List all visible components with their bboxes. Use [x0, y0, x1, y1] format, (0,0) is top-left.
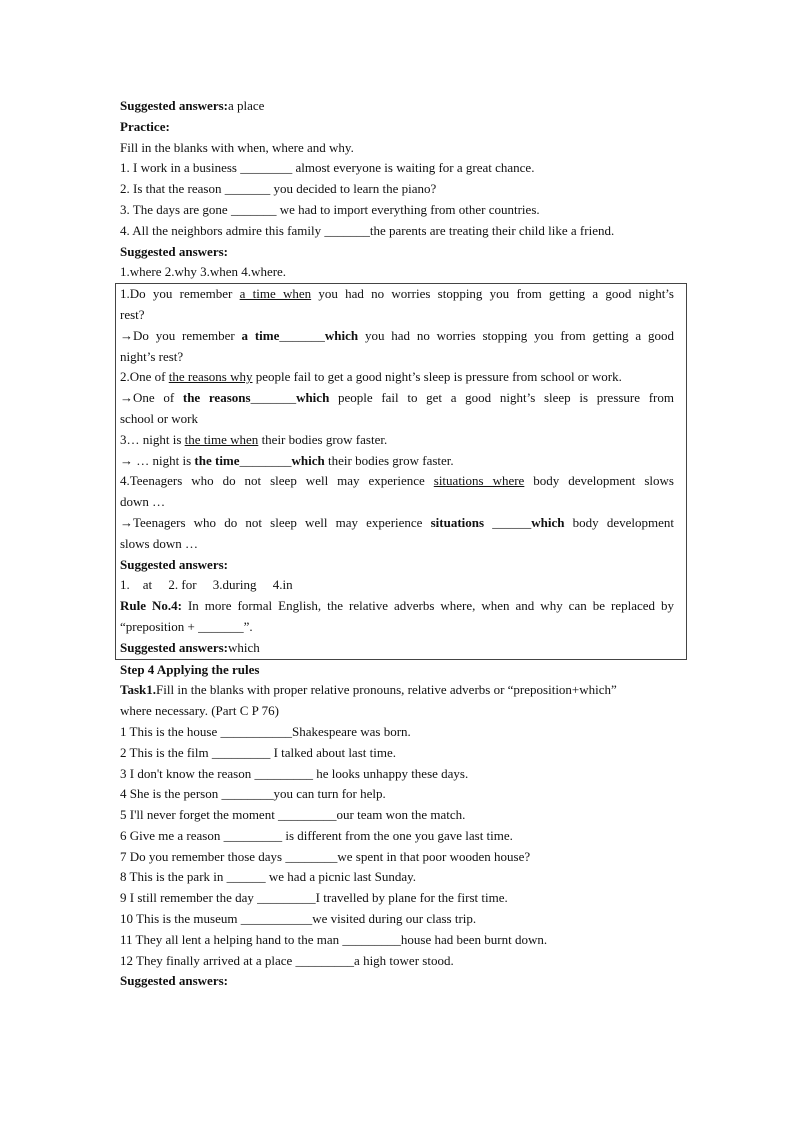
practice-item: 1. I work in a business ________ almost everyone is waiting for a great chance.: [120, 160, 535, 176]
underlined-phrase: the time when: [184, 431, 259, 447]
bold-phrase: which: [531, 514, 565, 530]
practice-item: 4. All the neighbors admire this family _______the parents are treating their child like a friend.: [120, 222, 615, 238]
bold-phrase: a time: [241, 327, 280, 343]
task-item: 8 This is the park in ______ we had a picnic last Sunday.: [120, 869, 417, 885]
text: →Teenagers who do not sleep well may experience: [120, 514, 431, 530]
practice-item: 2. Is that the reason _______ you decided to learn the piano?: [120, 181, 437, 197]
underlined-phrase: situations where: [433, 473, 525, 489]
text: 3… night is: [120, 431, 185, 447]
text: 4.Teenagers who do not sleep well may experience: [120, 473, 434, 489]
step4-title: Step 4 Applying the rules: [120, 661, 260, 677]
task-item: 2 This is the film _________ I talked about last time.: [120, 744, 396, 760]
example-3-original: [120, 430, 674, 451]
task-label: Task1.: [120, 682, 157, 698]
text: 1.Do you remember: [120, 286, 240, 302]
rule-text: In more formal English, the relative adverbs where, when and why can be replaced by: [181, 598, 675, 614]
text: you had no worries stopping you from getting a good: [358, 327, 674, 343]
answers-value: which: [227, 639, 260, 655]
example-2-rewrite-cont: school or work: [120, 410, 198, 426]
answers-label-2: Suggested answers:: [120, 243, 228, 259]
text: people fail to get a good night’s sleep is pressure from school or work.: [252, 369, 622, 385]
example-2-original: [120, 367, 674, 388]
suggested-answers-line: [120, 96, 675, 117]
task-item: 5 I'll never forget the moment _________our team won the match.: [120, 807, 466, 823]
example-1-original-cont: rest?: [120, 306, 145, 322]
task-item: 7 Do you remember those days ________we spent in that poor wooden house?: [120, 848, 531, 864]
text: people fail to get a good night’s sleep is pressure from: [329, 390, 674, 406]
example-4-original-cont: down …: [120, 494, 166, 510]
example-4-rewrite: [120, 513, 674, 534]
example-3-rewrite: [120, 451, 674, 472]
answers-label: Suggested answers:: [120, 639, 228, 655]
task-item: 6 Give me a reason _________ is different from the one you gave last time.: [120, 827, 513, 843]
text: body development: [564, 514, 674, 530]
text: their bodies grow faster.: [258, 431, 388, 447]
answers-value-2: 1.where 2.why 3.when 4.where.: [120, 264, 287, 280]
rule-line: [120, 596, 674, 617]
example-1-original: [120, 284, 674, 305]
box-answers-line-3: [120, 638, 674, 659]
practice-instruction: Fill in the blanks with when, where and why.: [120, 139, 354, 155]
answers-value: a place: [227, 98, 265, 113]
blank: _______: [279, 327, 325, 343]
practice-item: 3. The days are gone _______ we had to import everything from other countries.: [120, 201, 540, 217]
blank: ______: [484, 514, 532, 530]
text: →Do you remember: [120, 327, 242, 343]
bold-phrase: the reasons: [182, 390, 251, 406]
example-4-rewrite-cont: slows down …: [120, 535, 199, 551]
step4-answers-label: Suggested answers:: [120, 973, 228, 989]
task1-instruction: [120, 680, 675, 701]
task-text: Fill in the blanks with proper relative pronouns, relative adverbs or “preposition+which”: [156, 682, 617, 698]
bold-phrase: which: [324, 327, 359, 343]
example-4-original: [120, 471, 674, 492]
task-item: 1 This is the house ___________Shakespeare was born.: [120, 723, 411, 739]
example-1-rewrite: [120, 326, 674, 347]
box-answers-label: Suggested answers:: [120, 556, 228, 572]
task-item: 9 I still remember the day _________I travelled by plane for the first time.: [120, 890, 508, 906]
example-1-rewrite-cont: night’s rest?: [120, 348, 184, 364]
bold-phrase: situations: [430, 514, 485, 530]
underlined-phrase: a time when: [239, 286, 312, 302]
text: → … night is: [120, 452, 195, 468]
task1-instruction-cont: where necessary. (Part C P 76): [120, 703, 279, 719]
task-item: 11 They all lent a helping hand to the man _________house had been burnt down.: [120, 931, 548, 947]
text: 2.One of: [120, 369, 169, 385]
text: →One of: [120, 390, 183, 406]
practice-heading: Practice:: [120, 118, 170, 134]
rules-box: [115, 283, 687, 659]
answers-label: Suggested answers:: [120, 98, 228, 113]
bold-phrase: which: [296, 390, 330, 406]
text: their bodies grow faster.: [324, 452, 454, 468]
rule-label: Rule No.4:: [120, 598, 182, 614]
task-item: 10 This is the museum ___________we visited during our class trip.: [120, 911, 477, 927]
bold-phrase: which: [291, 452, 325, 468]
underlined-phrase: the reasons why: [168, 369, 253, 385]
task-item: 3 I don't know the reason _________ he looks unhappy these days.: [120, 765, 469, 781]
box-answers-value: 1. at 2. for 3.during 4.in: [120, 577, 293, 593]
text: body development slows: [524, 473, 674, 489]
text: you had no worries stopping you from getting a good night’s: [311, 286, 674, 302]
rule-cont: “preposition + _______”.: [120, 618, 253, 634]
document-page: [120, 96, 675, 992]
bold-phrase: the time: [194, 452, 240, 468]
blank: _______: [250, 390, 297, 406]
blank: ________: [239, 452, 292, 468]
task-item: 4 She is the person ________you can turn for help.: [120, 786, 386, 802]
example-2-rewrite: [120, 388, 674, 409]
task-item: 12 They finally arrived at a place _________a high tower stood.: [120, 952, 454, 968]
